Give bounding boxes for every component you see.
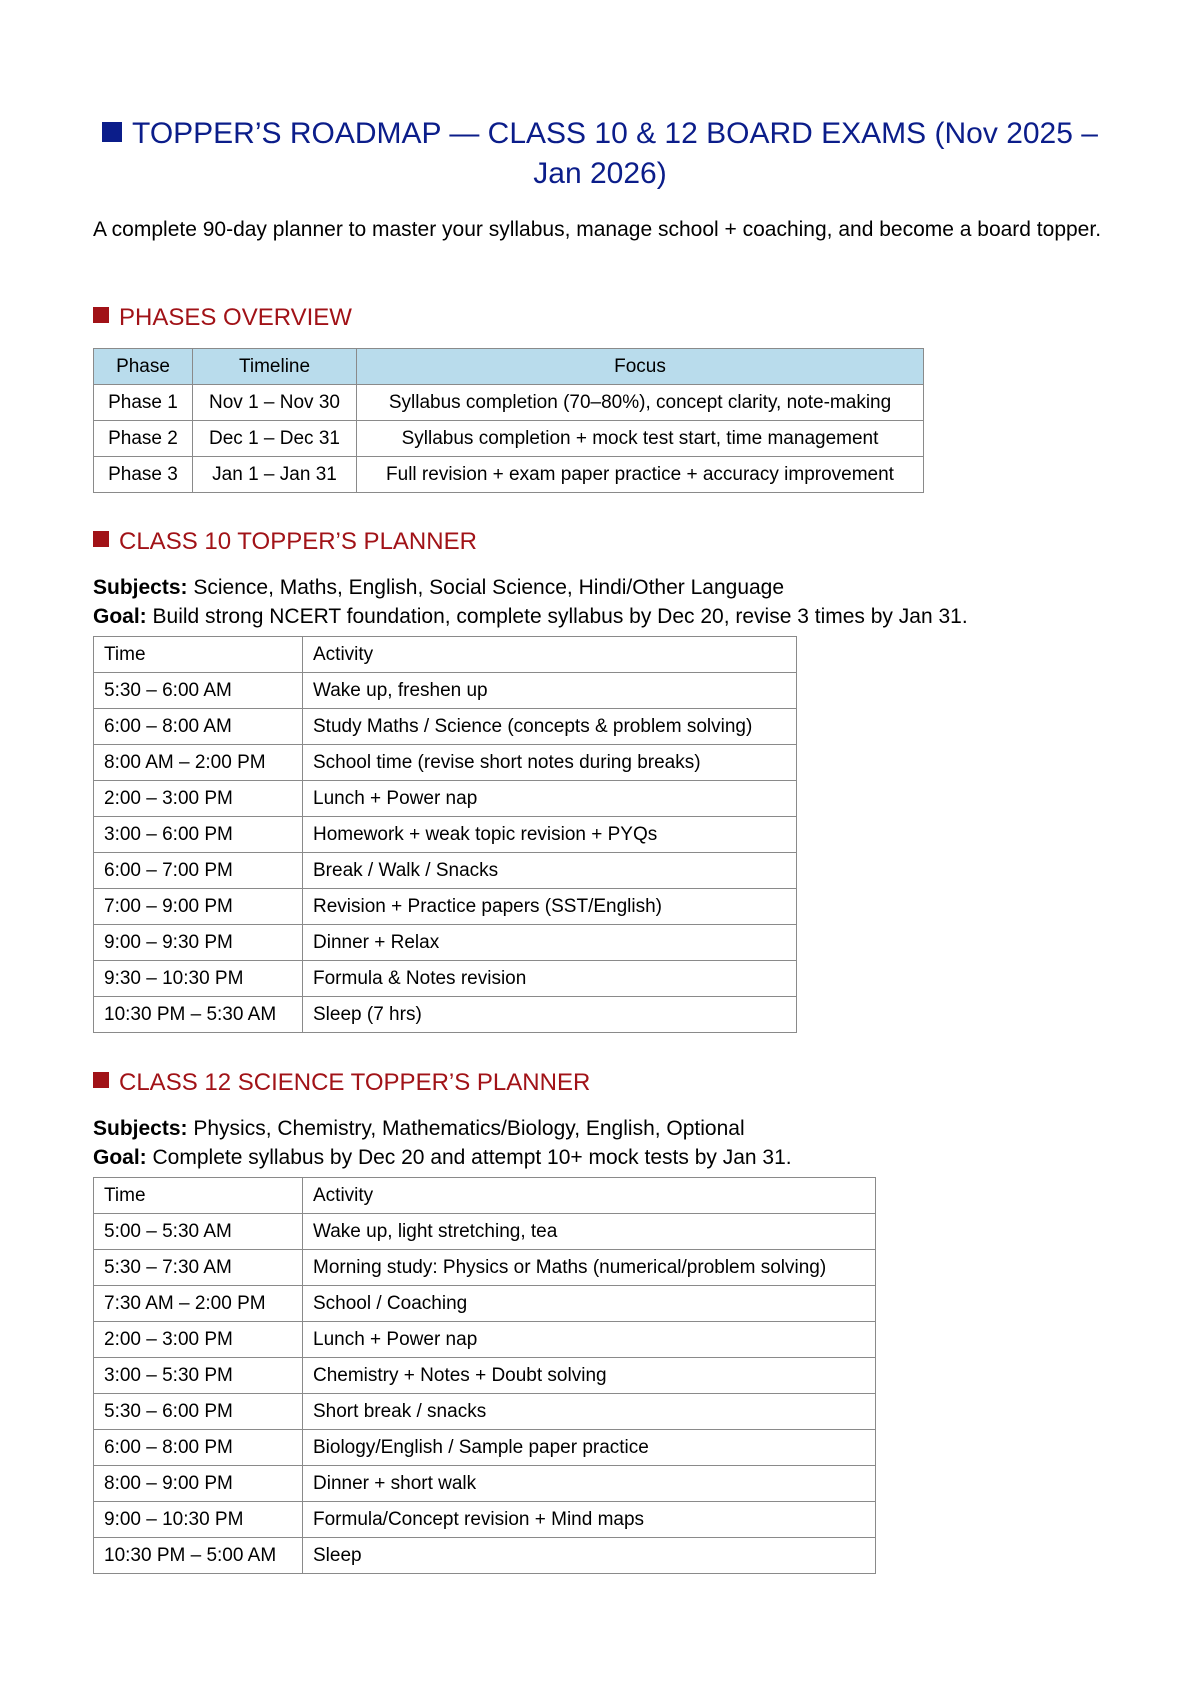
class12-heading: CLASS 12 SCIENCE TOPPER’S PLANNER (93, 1068, 590, 1098)
time-cell: 6:00 – 8:00 AM (94, 709, 303, 745)
time-cell: 5:00 – 5:30 AM (94, 1214, 303, 1250)
table-cell: Phase 1 (94, 385, 193, 421)
column-header: Activity (303, 1178, 876, 1214)
square-bullet-icon (93, 531, 109, 547)
phases-table (93, 348, 924, 493)
activity-cell: Homework + weak topic revision + PYQs (303, 817, 797, 853)
time-cell: 10:30 PM – 5:30 AM (94, 997, 303, 1033)
table-cell: Dec 1 – Dec 31 (193, 421, 357, 457)
table-cell: Nov 1 – Nov 30 (193, 385, 357, 421)
time-cell: 8:00 AM – 2:00 PM (94, 745, 303, 781)
table-row (94, 385, 924, 421)
table-cell: Phase 3 (94, 457, 193, 493)
phases-heading: PHASES OVERVIEW (93, 303, 352, 333)
table-row (94, 421, 924, 457)
time-cell: 5:30 – 7:30 AM (94, 1250, 303, 1286)
activity-cell: Lunch + Power nap (303, 781, 797, 817)
activity-cell: Dinner + Relax (303, 925, 797, 961)
table-cell: Full revision + exam paper practice + accuracy improvement (357, 457, 924, 493)
page-title (95, 114, 1105, 194)
activity-cell: Break / Walk / Snacks (303, 853, 797, 889)
page-title-text: TOPPER’S ROADMAP — CLASS 10 & 12 BOARD EXAMS (Nov 2025 – Jan 2026) (132, 117, 1098, 190)
table-row (94, 817, 797, 853)
column-header: Time (94, 1178, 303, 1214)
activity-cell: Morning study: Physics or Maths (numerical/problem solving) (303, 1250, 876, 1286)
table-header-row (94, 349, 924, 385)
table-row (94, 709, 797, 745)
time-cell: 6:00 – 7:00 PM (94, 853, 303, 889)
table-row (94, 1286, 876, 1322)
time-cell: 5:30 – 6:00 AM (94, 673, 303, 709)
time-cell: 2:00 – 3:00 PM (94, 781, 303, 817)
table-row (94, 1322, 876, 1358)
table-cell: Jan 1 – Jan 31 (193, 457, 357, 493)
activity-cell: Formula/Concept revision + Mind maps (303, 1502, 876, 1538)
table-row (94, 1214, 876, 1250)
table-row (94, 1538, 876, 1574)
table-cell: Syllabus completion + mock test start, time management (357, 421, 924, 457)
time-cell: 9:00 – 9:30 PM (94, 925, 303, 961)
time-cell: 9:30 – 10:30 PM (94, 961, 303, 997)
activity-cell: Wake up, light stretching, tea (303, 1214, 876, 1250)
class12-subjects: Subjects: Physics, Chemistry, Mathematics/Biology, English, Optional (93, 1117, 745, 1140)
square-bullet-icon (93, 1072, 109, 1088)
class10-goal: Goal: Build strong NCERT foundation, complete syllabus by Dec 20, revise 3 times by Jan 31. (93, 605, 968, 628)
time-cell: 9:00 – 10:30 PM (94, 1502, 303, 1538)
activity-cell: Dinner + short walk (303, 1466, 876, 1502)
table-row (94, 1502, 876, 1538)
table-row (94, 853, 797, 889)
class12-goal: Goal: Complete syllabus by Dec 20 and attempt 10+ mock tests by Jan 31. (93, 1146, 792, 1169)
activity-cell: Short break / snacks (303, 1394, 876, 1430)
table-row (94, 925, 797, 961)
table-cell: Syllabus completion (70–80%), concept clarity, note-making (357, 385, 924, 421)
time-cell: 7:30 AM – 2:00 PM (94, 1286, 303, 1322)
column-header: Activity (303, 637, 797, 673)
table-row (94, 997, 797, 1033)
column-header: Time (94, 637, 303, 673)
class10-heading: CLASS 10 TOPPER’S PLANNER (93, 527, 477, 557)
table-row (94, 781, 797, 817)
time-cell: 10:30 PM – 5:00 AM (94, 1538, 303, 1574)
intro-paragraph: A complete 90-day planner to master your syllabus, manage school + coaching, and become a board topper. (93, 218, 1102, 241)
table-row (94, 889, 797, 925)
table-row (94, 673, 797, 709)
activity-cell: Sleep (303, 1538, 876, 1574)
activity-cell: Biology/English / Sample paper practice (303, 1430, 876, 1466)
table-cell: Phase 2 (94, 421, 193, 457)
class12-schedule-table (93, 1177, 876, 1574)
activity-cell: Formula & Notes revision (303, 961, 797, 997)
square-bullet-icon (102, 122, 122, 142)
column-header: Phase (94, 349, 193, 385)
time-cell: 3:00 – 5:30 PM (94, 1358, 303, 1394)
time-cell: 5:30 – 6:00 PM (94, 1394, 303, 1430)
table-header-row (94, 637, 797, 673)
square-bullet-icon (93, 307, 109, 323)
activity-cell: School time (revise short notes during breaks) (303, 745, 797, 781)
table-row (94, 1430, 876, 1466)
column-header: Timeline (193, 349, 357, 385)
activity-cell: Chemistry + Notes + Doubt solving (303, 1358, 876, 1394)
time-cell: 2:00 – 3:00 PM (94, 1322, 303, 1358)
activity-cell: Wake up, freshen up (303, 673, 797, 709)
class10-subjects: Subjects: Science, Maths, English, Social Science, Hindi/Other Language (93, 576, 785, 599)
activity-cell: Study Maths / Science (concepts & problem solving) (303, 709, 797, 745)
activity-cell: Revision + Practice papers (SST/English) (303, 889, 797, 925)
activity-cell: School / Coaching (303, 1286, 876, 1322)
class10-schedule-table (93, 636, 797, 1033)
time-cell: 6:00 – 8:00 PM (94, 1430, 303, 1466)
table-row (94, 457, 924, 493)
table-row (94, 1466, 876, 1502)
activity-cell: Lunch + Power nap (303, 1322, 876, 1358)
table-row (94, 961, 797, 997)
time-cell: 7:00 – 9:00 PM (94, 889, 303, 925)
table-row (94, 1358, 876, 1394)
time-cell: 8:00 – 9:00 PM (94, 1466, 303, 1502)
column-header: Focus (357, 349, 924, 385)
activity-cell: Sleep (7 hrs) (303, 997, 797, 1033)
table-header-row (94, 1178, 876, 1214)
table-row (94, 1250, 876, 1286)
table-row (94, 1394, 876, 1430)
table-row (94, 745, 797, 781)
time-cell: 3:00 – 6:00 PM (94, 817, 303, 853)
